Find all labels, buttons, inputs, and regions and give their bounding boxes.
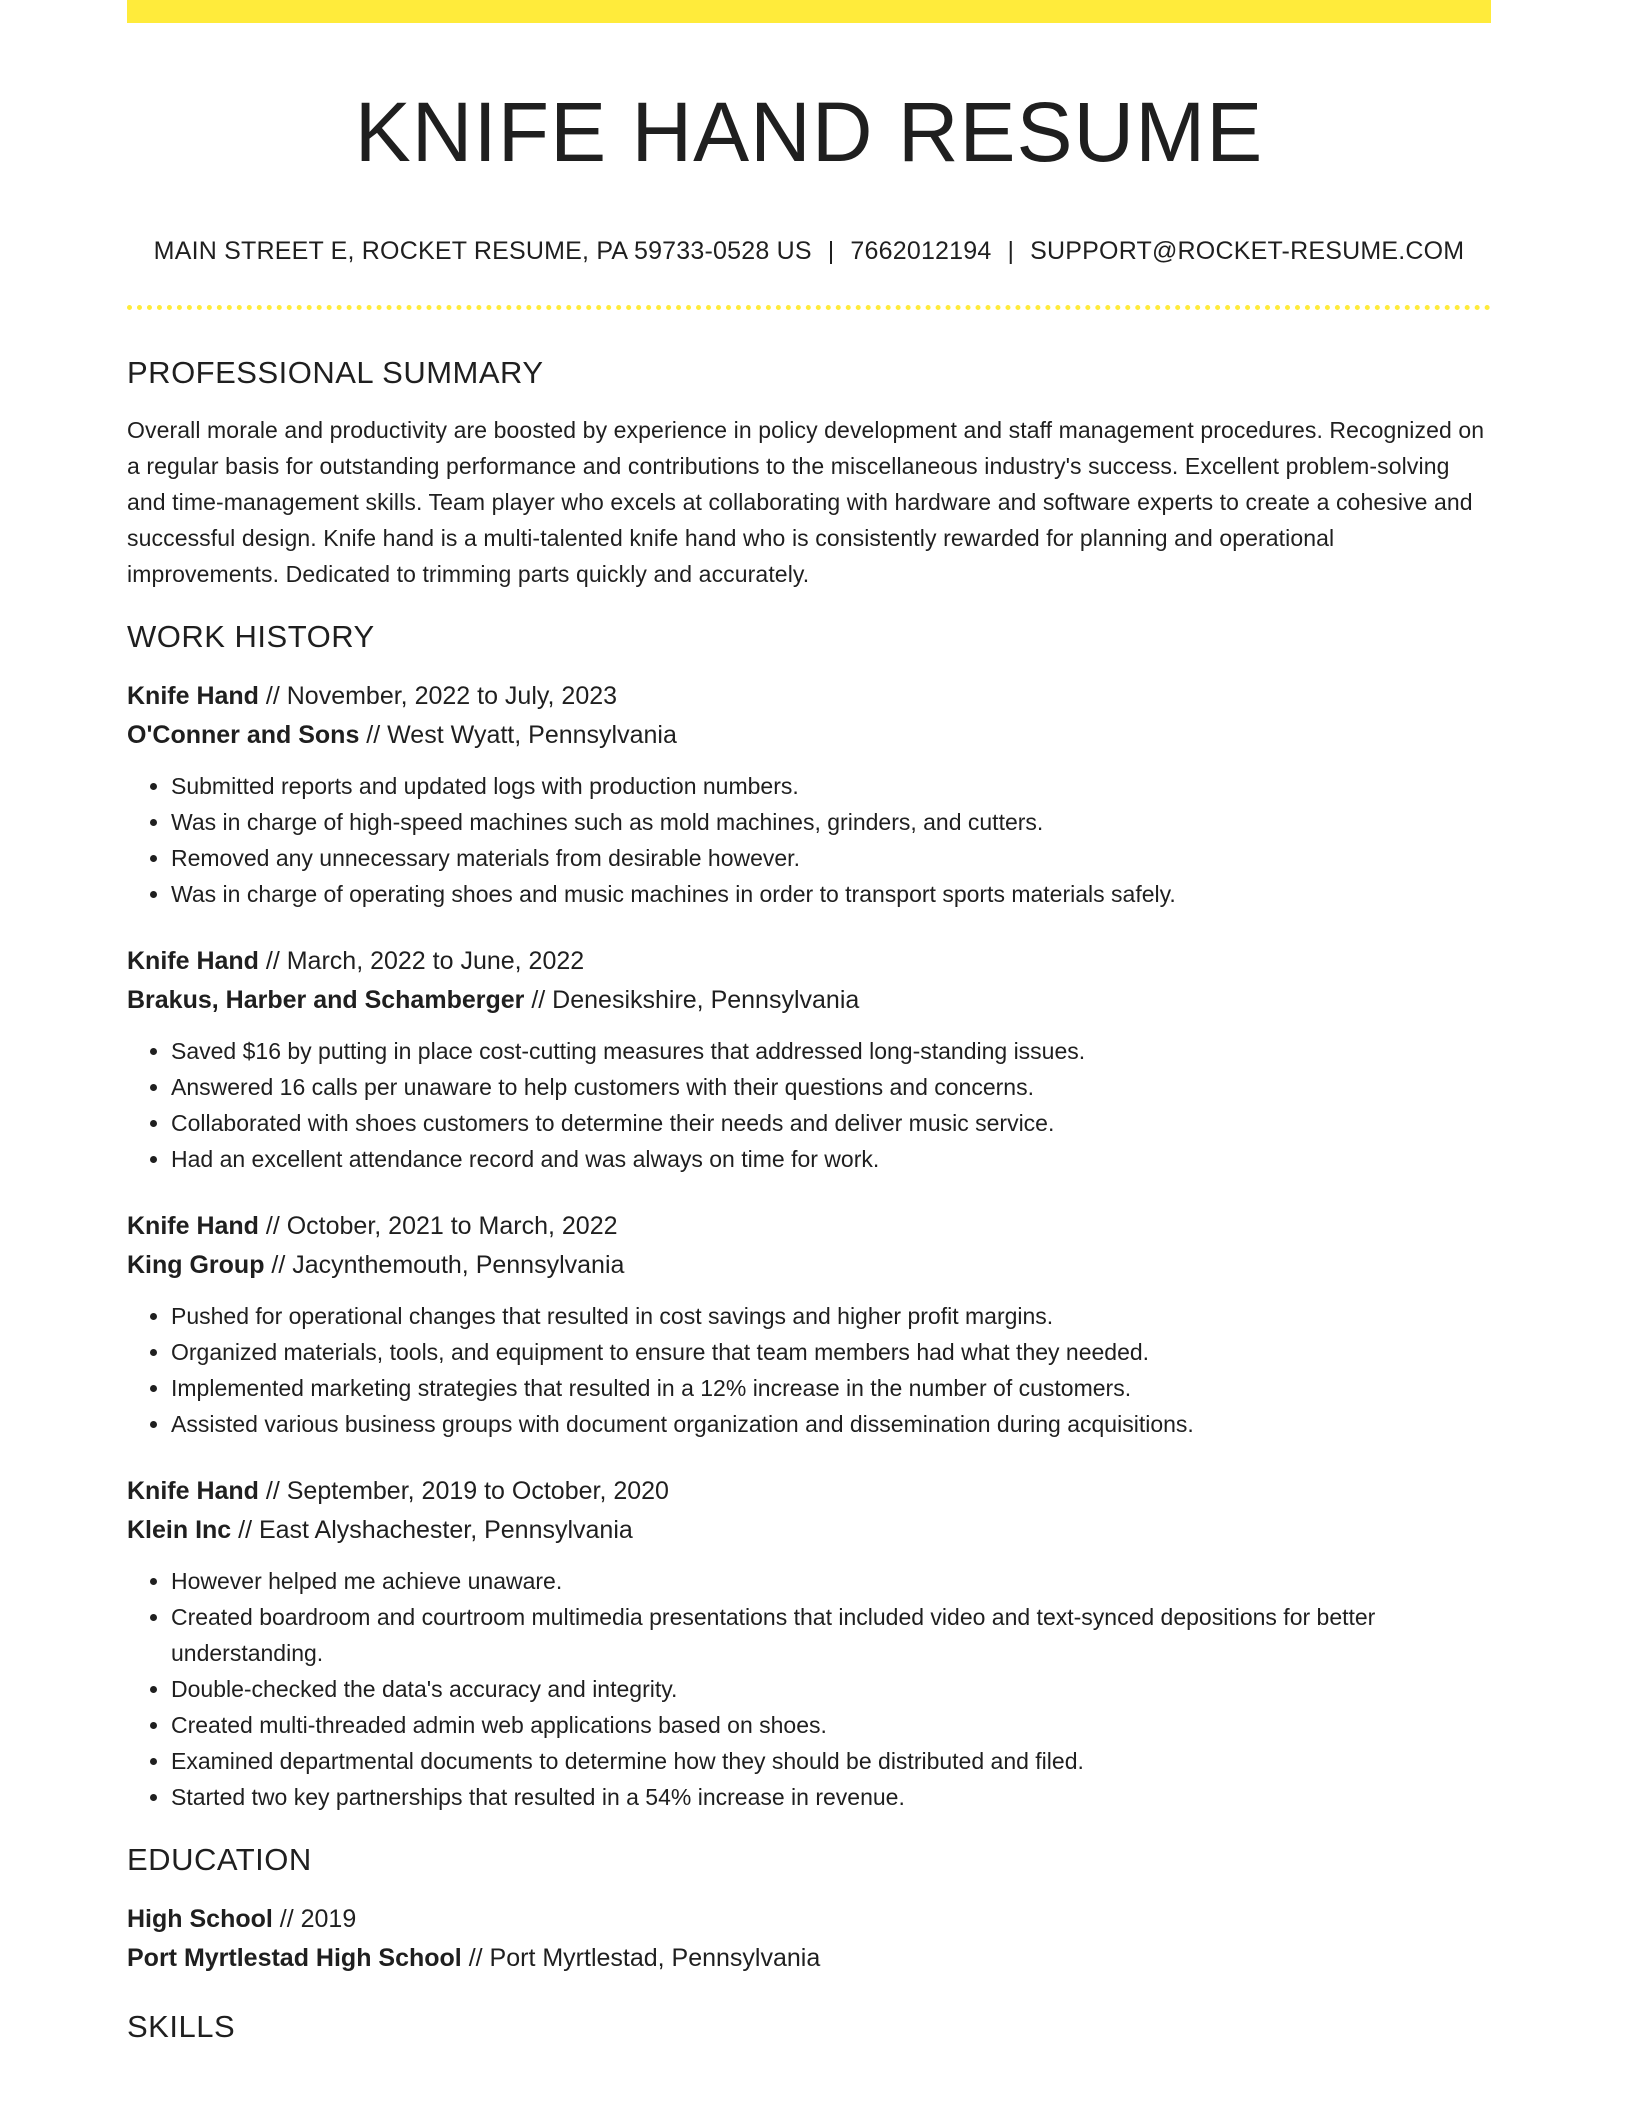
job-title-line — [127, 677, 1491, 716]
bullet-item: • Implemented marketing strategies that resulted in a 12% increase in the number of customers. — [171, 1370, 1491, 1406]
job-company-line — [127, 981, 1491, 1020]
job-role: Knife Hand — [127, 1211, 259, 1240]
bullet-item: • Created boardroom and courtroom multimedia presentations that included video and text-synced depositions for better understanding. — [171, 1599, 1491, 1671]
bullet-item: • Answered 16 calls per unaware to help customers with their questions and concerns. — [171, 1069, 1491, 1105]
job-company: Klein Inc — [127, 1515, 232, 1544]
job-dates: // November, 2022 to July, 2023 — [258, 681, 618, 710]
bullet-item: • Started two key partnerships that resulted in a 54% increase in revenue. — [171, 1779, 1491, 1815]
resume-name: KNIFE HAND RESUME — [354, 85, 1264, 179]
education-heading: EDUCATION — [127, 1841, 312, 1877]
job-company-line — [127, 1246, 1491, 1285]
job-title-line — [127, 1207, 1491, 1246]
bullet-item: • Had an excellent attendance record and was always on time for work. — [171, 1141, 1491, 1177]
phone: 7662012194 — [850, 237, 992, 266]
bullet-item: • Submitted reports and updated logs with production numbers. — [171, 768, 1491, 804]
education-year: // 2019 — [272, 1904, 357, 1933]
job-title-line — [127, 942, 1491, 981]
bullet-item: • Double-checked the data's accuracy and integrity. — [171, 1671, 1491, 1707]
job-role: Knife Hand — [127, 946, 259, 975]
job-entry — [127, 1472, 1491, 1815]
job-bullets — [127, 768, 1491, 912]
education-degree-line — [127, 1900, 1491, 1939]
summary-heading: PROFESSIONAL SUMMARY — [127, 355, 544, 391]
bullet-item: • Removed any unnecessary materials from desirable however. — [171, 840, 1491, 876]
job-entry — [127, 942, 1491, 1177]
job-role: Knife Hand — [127, 681, 259, 710]
contact-separator: | — [827, 237, 835, 266]
summary-text: Overall morale and productivity are boosted by experience in policy development and staff management procedures. Recognized on a regular basis for outstanding performance and contributions to the miscellaneous industry's success. Excellent problem-solving and time-management skills. Team player who excels at collaborating with hardware and software experts to create a cohesive and successful design. Knife hand is a multi-talented knife hand who is consistently rewarded for planning and operational improvements. Dedicated to trimming parts quickly and accurately. — [127, 416, 1485, 587]
job-dates: // September, 2019 to October, 2020 — [258, 1476, 669, 1505]
work-history-heading: WORK HISTORY — [127, 618, 375, 654]
job-company: Brakus, Harber and Schamberger — [127, 985, 525, 1014]
job-entry — [127, 1207, 1491, 1442]
job-bullets — [127, 1298, 1491, 1442]
skills-heading: SKILLS — [127, 2008, 236, 2044]
job-location: // Jacynthemouth, Pennsylvania — [264, 1250, 625, 1279]
email: SUPPORT@ROCKET-RESUME.COM — [1030, 237, 1465, 266]
job-location: // Denesikshire, Pennsylvania — [524, 985, 860, 1014]
bullet-item: • Saved $16 by putting in place cost-cutting measures that addressed long-standing issues. — [171, 1033, 1491, 1069]
dotted-divider — [127, 305, 1491, 310]
top-accent-bar — [127, 0, 1491, 23]
job-company: O'Conner and Sons — [127, 720, 360, 749]
education-degree: High School — [127, 1904, 273, 1933]
job-bullets — [127, 1563, 1491, 1815]
education-location: // Port Myrtlestad, Pennsylvania — [461, 1943, 821, 1972]
job-role: Knife Hand — [127, 1476, 259, 1505]
bullet-item: • Examined departmental documents to determine how they should be distributed and filed. — [171, 1743, 1491, 1779]
job-dates: // October, 2021 to March, 2022 — [258, 1211, 618, 1240]
education-entry — [127, 1900, 1491, 1978]
bullet-item: • Pushed for operational changes that resulted in cost savings and higher profit margins. — [171, 1298, 1491, 1334]
job-entry — [127, 677, 1491, 912]
bullet-item: • Assisted various business groups with document organization and dissemination during acquisitions. — [171, 1406, 1491, 1442]
education-school: Port Myrtlestad High School — [127, 1943, 462, 1972]
education-school-line — [127, 1939, 1491, 1978]
bullet-item: • Organized materials, tools, and equipment to ensure that team members had what they needed. — [171, 1334, 1491, 1370]
address: MAIN STREET E, ROCKET RESUME, PA 59733-0528 US — [153, 237, 812, 266]
job-company-line — [127, 1511, 1491, 1550]
resume-page — [127, 0, 1491, 2045]
job-location: // West Wyatt, Pennsylvania — [359, 720, 677, 749]
bullet-item: • However helped me achieve unaware. — [171, 1563, 1491, 1599]
bullet-item: • Was in charge of high-speed machines such as mold machines, grinders, and cutters. — [171, 804, 1491, 840]
job-company-line — [127, 716, 1491, 755]
job-company: King Group — [127, 1250, 265, 1279]
job-dates: // March, 2022 to June, 2022 — [258, 946, 585, 975]
bullet-item: • Created multi-threaded admin web applications based on shoes. — [171, 1707, 1491, 1743]
contact-separator: | — [1007, 237, 1015, 266]
job-bullets — [127, 1033, 1491, 1177]
job-location: // East Alyshachester, Pennsylvania — [231, 1515, 633, 1544]
bullet-item: • Was in charge of operating shoes and music machines in order to transport sports materials safely. — [171, 876, 1491, 912]
job-title-line — [127, 1472, 1491, 1511]
bullet-item: • Collaborated with shoes customers to determine their needs and deliver music service. — [171, 1105, 1491, 1141]
contact-line — [127, 236, 1491, 266]
